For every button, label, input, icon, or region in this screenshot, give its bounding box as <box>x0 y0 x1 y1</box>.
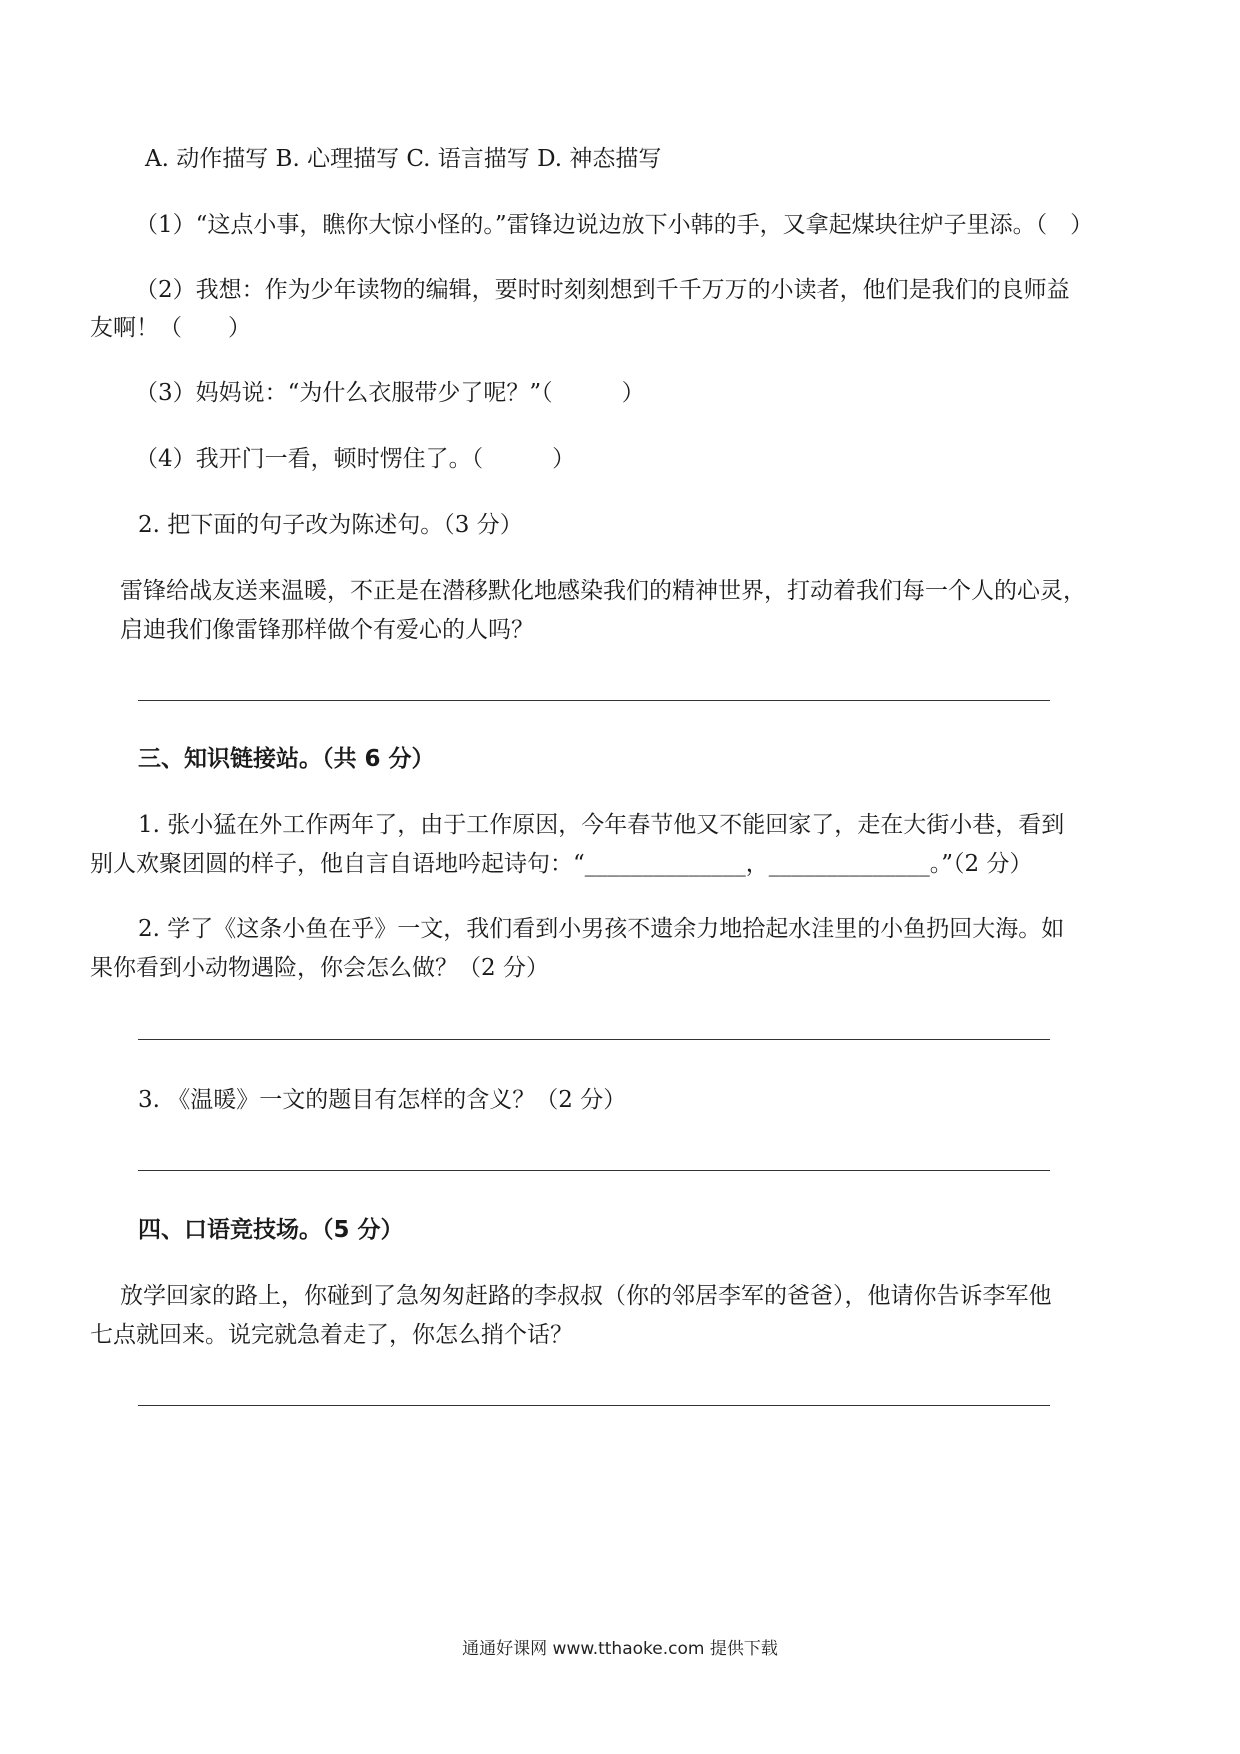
knowledge-3: 3. 《温暖》一文的题目有怎样的含义？（2 分） <box>138 1087 627 1113</box>
section-4-heading: 四、口语竞技场。（5 分） <box>138 1217 404 1243</box>
options-line: A. 动作描写 B. 心理描写 C. 语言描写 D. 神态描写 <box>145 146 662 172</box>
section-2-title: 2. 把下面的句子改为陈述句。（3 分） <box>138 512 523 538</box>
footer: 通通好课网 www.tthaoke.com 提供下载 <box>462 1639 778 1659</box>
oral-line-1: 放学回家的路上，你碰到了急匆匆赶路的李叔叔（你的邻居李军的爸爸），他请你告诉李军他 <box>120 1283 1052 1309</box>
answer-line-3 <box>138 1170 1050 1171</box>
question-2-line-1: （2）我想：作为少年读物的编辑，要时时刻刻想到千千万万的小读者，他们是我们的良师益 <box>135 277 1070 303</box>
knowledge-2-line-1: 2. 学了《这条小鱼在乎》一文，我们看到小男孩不遗余力地拾起水洼里的小鱼扔回大海。如 <box>138 916 1065 942</box>
question-3: （3）妈妈说：“为什么衣服带少了呢？”（ ） <box>135 380 645 406</box>
section-3-heading: 三、知识链接站。（共 6 分） <box>138 746 435 772</box>
knowledge-1-line-1: 1. 张小猛在外工作两年了，由于工作原因，今年春节他又不能回家了，走在大街小巷，看到 <box>138 812 1065 838</box>
answer-line-4 <box>138 1405 1050 1406</box>
answer-line-2 <box>138 1039 1050 1040</box>
question-2-line-2: 友啊！（ ） <box>90 315 251 341</box>
knowledge-2-line-2: 果你看到小动物遇险，你会怎么做？（2 分） <box>90 955 549 981</box>
section-2-text-line-1: 雷锋给战友送来温暖，不正是在潜移默化地感染我们的精神世界，打动着我们每一个人的心灵， <box>120 578 1086 604</box>
answer-line-1 <box>138 700 1050 701</box>
knowledge-1-line-2: 别人欢聚团圆的样子，他自言自语地吟起诗句：“______________，______________。”（2 分） <box>90 851 1033 877</box>
question-1: （1）“这点小事，瞧你大惊小怪的。”雷锋边说边放下小韩的手，又拿起煤块往炉子里添。（ ） <box>135 212 1094 238</box>
section-2-text-line-2: 启迪我们像雷锋那样做个有爱心的人吗？ <box>120 617 534 643</box>
question-4: （4）我开门一看，顿时愣住了。（ ） <box>135 446 576 472</box>
oral-line-2: 七点就回来。说完就急着走了，你怎么捎个话？ <box>90 1322 573 1348</box>
